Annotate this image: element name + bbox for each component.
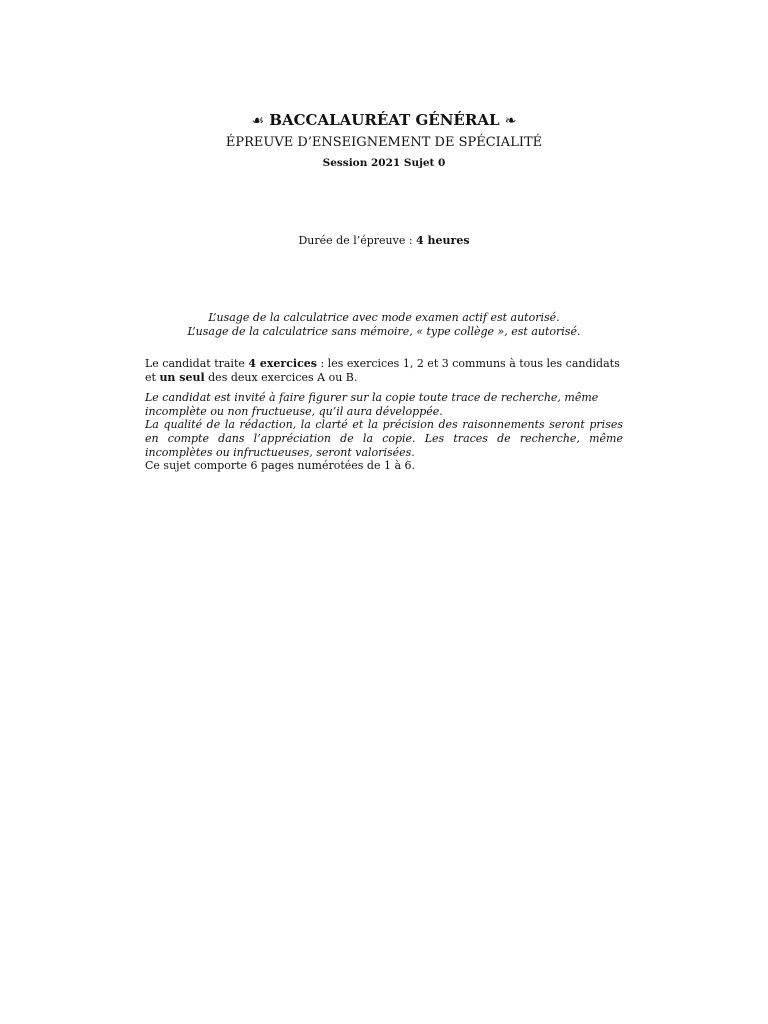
exam-subtitle: ÉPREUVE D’ENSEIGNEMENT DE SPÉCIALITÉ <box>225 135 543 150</box>
exam-title <box>0 111 768 129</box>
duration-value: 4 heures <box>416 234 470 247</box>
single-choice-emphasis: un seul <box>159 371 205 384</box>
exercise-instructions <box>145 357 623 385</box>
calculator-rule-1: L’usage de la calculatrice avec mode examen actif est autorisé. <box>208 311 560 324</box>
calculator-rules <box>0 311 768 339</box>
page-count-note: Ce sujet comporte 6 pages numérotées de 1 à 6. <box>145 459 416 472</box>
fleuron-right-icon: ❧ <box>504 113 517 129</box>
exam-title-text: BACCALAURÉAT GÉNÉRAL <box>269 111 500 129</box>
duration-line <box>0 234 768 247</box>
fleuron-left-icon: ☙ <box>251 113 265 129</box>
quality-note: La qualité de la rédaction, la clarté et la précision des raisonnements seront prises en compte dans l’appréciation de la copie. Les traces de recherche, même incomplètes ou infructueuses, seront valorisées. <box>145 418 623 459</box>
instruction-text: des deux exercices A ou B. <box>204 371 358 384</box>
duration-label: Durée de l’épreuve : <box>298 234 417 247</box>
instruction-text: : les exercices 1, 2 et 3 communs à tous les candidats et <box>145 357 620 384</box>
calculator-rule-2: L’usage de la calculatrice sans mémoire, « type collège », est autorisé. <box>187 325 581 338</box>
research-trace-note: Le candidat est invité à faire figurer sur la copie toute trace de recherche, même incomplète ou non fructueuse, qu’il aura développée. <box>145 391 599 418</box>
session-label: Session 2021 Sujet 0 <box>322 157 446 169</box>
instruction-text: Le candidat traite <box>145 357 249 370</box>
exercise-count: 4 exercices <box>248 357 317 370</box>
